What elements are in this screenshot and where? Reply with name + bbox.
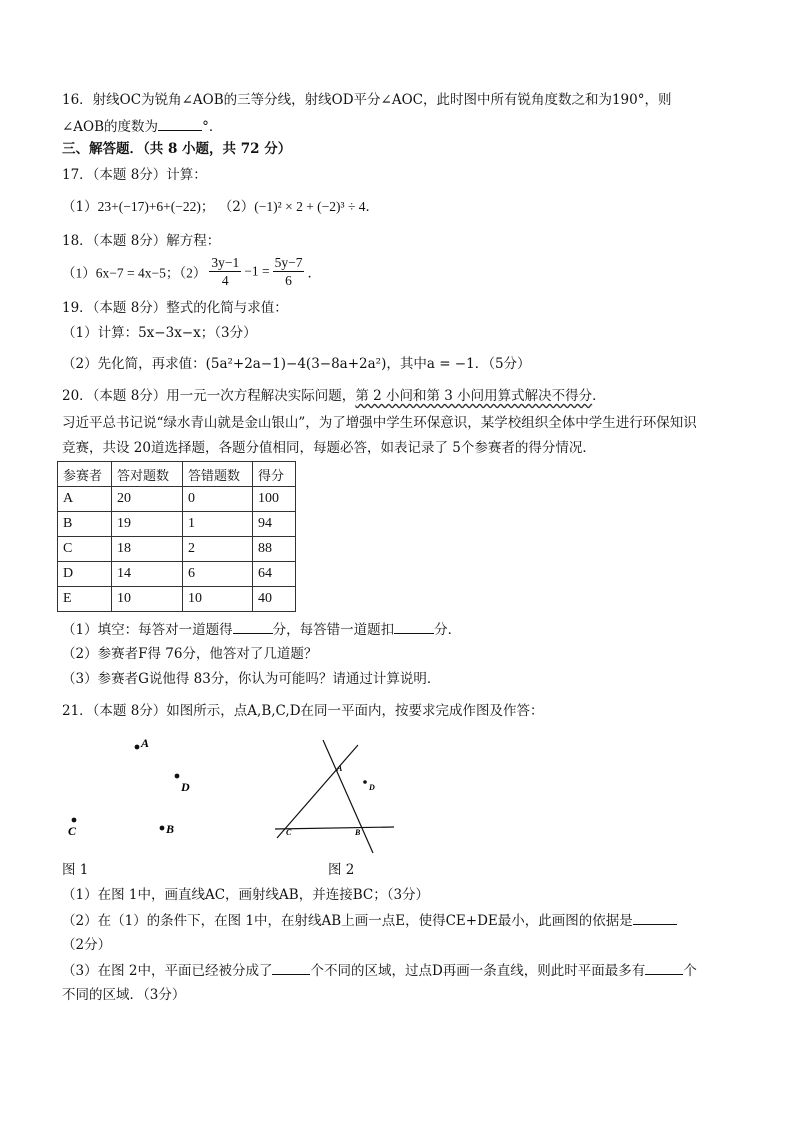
q20-stem [62,387,606,405]
q18-p1: （1）6x−7 = 4x−5；（2） [62,265,207,281]
figure-1 [55,730,195,845]
q19-p2: （2）先化简，再求值：(5a²+2a−1)−4(3−8a+2a²)，其中a = −1．（5分） [62,356,531,372]
q20-stem-c: ． [592,388,606,404]
q18-stem: 18．（本题 8分）解方程： [62,233,221,249]
line-through-c-b [275,827,394,829]
q16-text-a: ∠AOB的度数为 [62,119,159,135]
point-b-label: B [355,828,361,837]
answer-blank[interactable] [633,911,677,925]
table-header: 参赛者 [58,462,112,487]
table-cell: 14 [112,562,183,587]
table-header-row [58,462,296,487]
table-row [58,512,296,537]
point-a-label: A [141,736,150,750]
q21-p2-a: （2）在（1）的条件下，在图 1中，在射线AB上画一点E，使得CE+DE最小，此画图的依据是 [62,913,633,929]
q20-p3: （3）参赛者G说他得 83分，你认为可能吗？请通过计算说明． [62,671,441,687]
q19-stem: 19．（本题 8分）整式的化简与求值： [62,300,288,316]
table-cell: B [58,512,112,537]
point-a-dot [135,745,140,750]
table-cell: 100 [253,487,296,512]
q20-p1-b: 分，每答错一道题扣 [272,622,395,638]
q19-p1: （1）计算：5x−3x−x；（3分） [62,325,257,341]
point-b-dot [160,826,165,831]
point-d-dot [363,780,367,784]
table-row [58,587,296,612]
q16-text-b: °． [202,119,223,135]
q17-stem: 17．（本题 8分）计算： [62,167,207,183]
q17-parts [62,198,379,216]
table-cell: 1 [183,512,253,537]
answer-blank[interactable] [233,620,273,634]
q18-frac2-num: 5y−7 [274,255,303,270]
table-cell: 64 [253,562,296,587]
table-cell: 18 [112,537,183,562]
q20-intro-1: 习近平总书记说“绿水青山就是金山银山”，为了增强中学生环保意识，某学校组织全体中学生进行环保知识 [62,415,697,431]
table-cell: 40 [253,587,296,612]
q21-p3-b: 个不同的区域，过点D再画一条直线，则此时平面最多有 [310,963,646,979]
table-cell: 88 [253,537,296,562]
table-cell: 6 [183,562,253,587]
figure-2-caption: 图 2 [328,862,355,878]
q18-frac1-num: 3y−1 [211,255,240,270]
q18-end: ． [307,265,321,281]
figure-2 [270,735,400,855]
q21-p3 [62,961,697,980]
q18-frac1-den: 4 [221,273,229,288]
table-cell: 10 [183,587,253,612]
q21-p3-cont: 不同的区域．（3分） [62,987,186,1003]
answer-blank[interactable] [272,961,310,975]
q16-line1: 16．射线OC为锐角∠AOB的三等分线，射线OD平分∠AOC，此时图中所有锐角度数之和为190°，则 [62,92,672,108]
table-cell: 19 [112,512,183,537]
point-d-label: D [181,780,190,794]
q18-frac2-den: 6 [285,273,292,288]
q18-fraction-1 [209,254,241,289]
point-c-dot [72,818,77,823]
q20-p1-a: （1）填空：每答对一道题得 [62,622,233,638]
q17-p1-expr: 23+(−17)+6+(−22)； [97,199,215,214]
table-header: 答错题数 [183,462,253,487]
table-row [58,537,296,562]
q21-p2-points: （2分） [62,937,112,953]
q21-p3-c: 个 [683,963,697,979]
q18-mid: −1 = [244,263,270,279]
table-cell: 20 [112,487,183,512]
section-3-title: 三、解答题．（共 8 小题，共 72 分） [62,141,292,157]
table-header: 得分 [253,462,296,487]
table-row [58,487,296,512]
answer-blank[interactable] [645,961,683,975]
q17-p1-label: （1） [62,199,98,215]
q18-fraction-2 [273,254,305,289]
table-cell: 0 [183,487,253,512]
table-cell: D [58,562,112,587]
table-row [58,562,296,587]
answer-blank[interactable] [158,117,202,131]
point-c-label: C [68,824,77,838]
point-a-label: A [337,764,343,773]
q20-stem-emphasis: 第 2 小问和第 3 小问用算式解决不得分 [355,388,593,404]
q20-p2: （2）参赛者F得 76分，他答对了几道题？ [62,646,318,662]
q18-parts [62,254,321,289]
score-table [57,461,296,612]
point-b-label: B [166,822,175,836]
q17-p2-label: （2） [218,199,255,215]
q20-stem-a: 20．（本题 8分）用一元一次方程解决实际问题， [62,388,356,404]
q21-p1: （1）在图 1中，画直线AC，画射线AB，并连接BC；（3分） [62,887,430,903]
q21-p2 [62,911,677,930]
q20-intro-2: 竞赛，共设 20道选择题，各题分值相同，每题必答，如表记录了 5个参赛者的得分情况． [62,440,596,456]
q20-p1-c: 分． [434,622,462,638]
table-cell: 94 [253,512,296,537]
q21-p3-a: （3）在图 2中，平面已经被分成了 [62,963,273,979]
table-cell: A [58,487,112,512]
point-d-label: D [369,783,375,792]
q16-line2 [62,117,222,136]
q21-stem: 21．（本题 8分）如图所示，点A,B,C,D在同一平面内，按要求完成作图及作答： [62,703,544,719]
figure-1-caption: 图 1 [62,862,89,878]
table-cell: C [58,537,112,562]
answer-blank[interactable] [394,620,434,634]
table-header: 答对题数 [112,462,183,487]
point-d-dot [175,774,180,779]
table-cell: 2 [183,537,253,562]
q20-p1 [62,620,461,639]
q17-p2-expr: (−1)² × 2 + (−2)³ ÷ 4． [254,199,379,214]
point-c-label: C [286,828,292,837]
table-cell: E [58,587,112,612]
table-cell: 10 [112,587,183,612]
